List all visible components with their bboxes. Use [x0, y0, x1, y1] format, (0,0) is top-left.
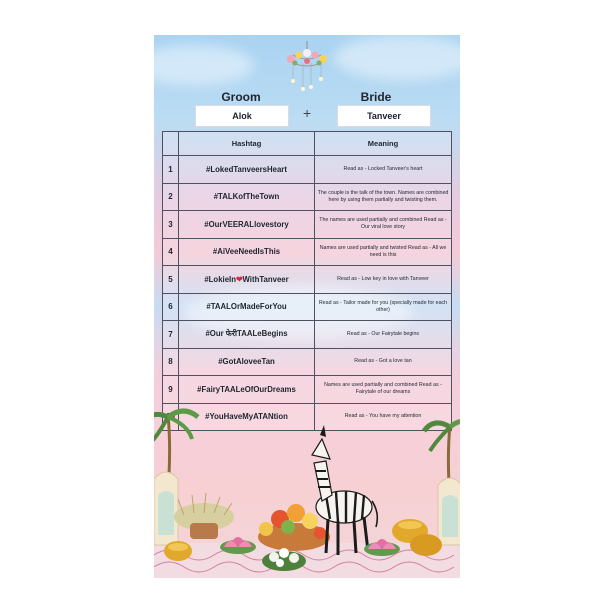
bride-label: Bride	[360, 90, 392, 104]
table-row	[163, 293, 452, 321]
pot-icon	[164, 541, 192, 561]
table-row	[163, 266, 452, 294]
row-meaning: Names are used partially and twisted Read as - All we need is this	[315, 238, 452, 266]
meaning-header: Meaning	[315, 132, 452, 156]
row-meaning: The couple is the talk of the town. Names are combined here by using them partially and twisting them.	[315, 183, 452, 211]
row-hashtag: #Our फेरीTAALeBegins	[179, 321, 315, 349]
hashtag-header: Hashtag	[179, 132, 315, 156]
lotus-icon	[220, 537, 256, 554]
row-number: 1	[163, 156, 179, 184]
plus-sign: +	[303, 105, 312, 121]
row-hashtag: #YouHaveMyATANtion	[179, 403, 315, 431]
arch-pillar	[154, 472, 178, 545]
row-number: 10	[163, 403, 179, 431]
row-number: 7	[163, 321, 179, 349]
row-number: 3	[163, 211, 179, 239]
row-hashtag: #GotAloveeTan	[179, 348, 315, 376]
bride-name: Tanveer	[337, 105, 431, 127]
row-hashtag: #TALKofTheTown	[179, 183, 315, 211]
table-row	[163, 156, 452, 184]
garden-scene	[154, 395, 460, 578]
row-meaning: Read as - Our Fairytale begins	[315, 321, 452, 349]
row-hashtag: #LokieIn❤WithTanveer	[179, 266, 315, 294]
row-meaning: The names are used partially and combined Read as - Our viral love story	[315, 211, 452, 239]
table-row	[163, 321, 452, 349]
row-number: 4	[163, 238, 179, 266]
groom-label: Groom	[221, 90, 261, 104]
heart-icon: ❤	[235, 274, 243, 284]
wheat-vase-icon	[174, 493, 234, 539]
row-hashtag: #LokedTanveersHeart	[179, 156, 315, 184]
arch-pillar	[438, 478, 460, 545]
row-meaning: Read as - Tailor made for you (specially made for each other)	[315, 293, 452, 321]
row-meaning: Read as - Locked Tanveer's heart	[315, 156, 452, 184]
row-number: 9	[163, 376, 179, 404]
table-row	[163, 238, 452, 266]
table-row	[163, 183, 452, 211]
groom-name: Alok	[195, 105, 289, 127]
chandelier-icon	[281, 41, 333, 97]
invitation-card	[154, 35, 460, 578]
row-meaning: Read as - Got a love tan	[315, 348, 452, 376]
row-hashtag: #FairyTAALeOfOurDreams	[179, 376, 315, 404]
row-hashtag: #OurVEERALlovestory	[179, 211, 315, 239]
row-hashtag: #AiVeeNeedIsThis	[179, 238, 315, 266]
cloud	[154, 45, 254, 85]
row-meaning: Read as - You have my attention	[315, 403, 452, 431]
row-meaning: Read as - Low key in love with Tanveer	[315, 266, 452, 294]
table-row	[163, 211, 452, 239]
number-header	[163, 132, 179, 156]
table-header-row	[163, 132, 452, 156]
row-number: 6	[163, 293, 179, 321]
lotus-icon	[364, 539, 400, 556]
row-number: 8	[163, 348, 179, 376]
row-meaning: Names are used partially and combined Read as - Fairytale of our dreams	[315, 376, 452, 404]
row-number: 2	[163, 183, 179, 211]
row-number: 5	[163, 266, 179, 294]
cloud	[334, 35, 460, 80]
table-row	[163, 348, 452, 376]
hashtag-table	[162, 131, 452, 431]
row-hashtag: #TAALOrMadeForYou	[179, 293, 315, 321]
